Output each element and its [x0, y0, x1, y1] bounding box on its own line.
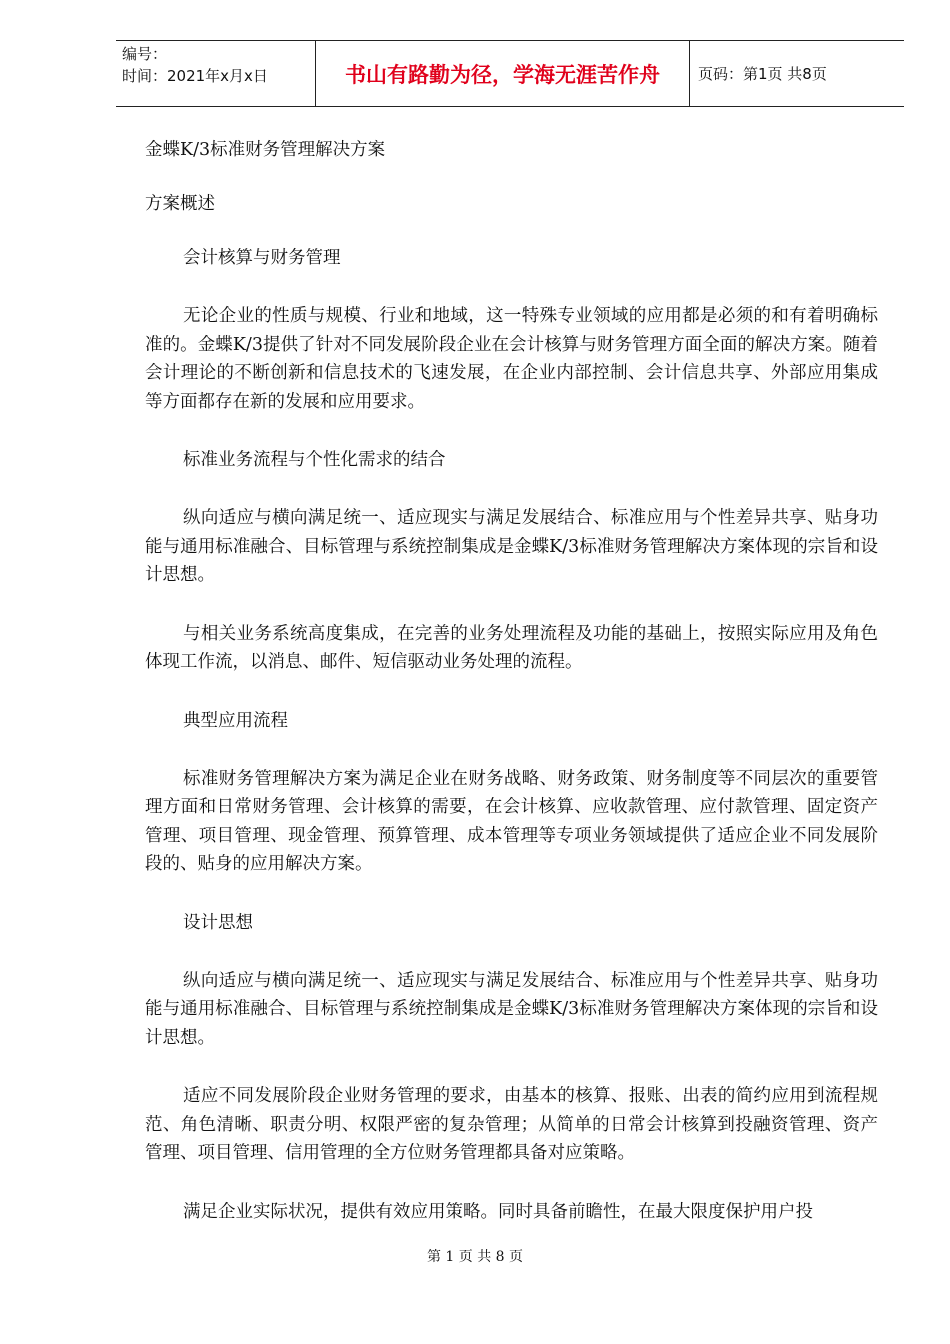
paragraph: 标准财务管理解决方案为满足企业在财务战略、财务政策、财务制度等不同层次的重要管理方面和日常财务管理、会计核算的需要，在会计核算、应收款管理、应付款管理、固定资产管理、项目管理、现金管理、预算管理、成本管理等专项业务领域提供了适应企业不同发展阶段的、贴身的应用解决方案。 [145, 768, 878, 874]
page-header [116, 40, 904, 107]
paragraph: 纵向适应与横向满足统一、适应现实与满足发展结合、标准应用与个性差异共享、贴身功能与通用标准融合、目标管理与系统控制集成是金蝶K/3标准财务管理解决方案体现的宗旨和设计思想。 [145, 508, 878, 585]
subheading: 会计核算与财务管理 [183, 248, 341, 268]
header-motto: 书山有路勤为径，学海无涯苦作舟 [316, 41, 690, 106]
paragraph: 满足企业实际状况，提供有效应用策略。同时具备前瞻性，在最大限度保护用户投 [183, 1201, 813, 1222]
section-title: 方案概述 [145, 194, 215, 214]
page-footer: 第 1 页 共 8 页 [426, 1249, 524, 1265]
paragraph: 无论企业的性质与规模、行业和地域，这一特殊专业领域的应用都是必须的和有着明确标准的。金蝶K/3提供了针对不同发展阶段企业在会计核算与财务管理方面全面的解决方案。随着会计理论的不断创新和信息技术的飞速发展，在企业内部控制、会计信息共享、外部应用集成等方面都存在新的发展和应用要求。 [145, 306, 878, 412]
paragraph: 适应不同发展阶段企业财务管理的要求，由基本的核算、报账、出表的简约应用到流程规范、角色清晰、职责分明、权限严密的复杂管理；从简单的日常会计核算到投融资管理、资产管理、项目管理、信用管理的全方位财务管理都具备对应策略。 [145, 1086, 878, 1163]
document-body [145, 136, 878, 1256]
header-time-label: 时间：2021年x月x日 [122, 67, 268, 85]
paragraph: 与相关业务系统高度集成，在完善的业务处理流程及功能的基础上，按照实际应用及角色体现工作流，以消息、邮件、短信驱动业务处理的流程。 [145, 623, 878, 672]
paragraph: 纵向适应与横向满足统一、适应现实与满足发展结合、标准应用与个性差异共享、贴身功能与通用标准融合、目标管理与系统控制集成是金蝶K/3标准财务管理解决方案体现的宗旨和设计思想。 [145, 970, 878, 1048]
subheading: 设计思想 [183, 912, 253, 933]
header-meta [116, 41, 316, 106]
subheading: 典型应用流程 [183, 710, 288, 731]
header-page-info: 页码：第1页 共8页 [698, 65, 827, 83]
subheading: 标准业务流程与个性化需求的结合 [183, 450, 446, 470]
document-title: 金蝶K/3标准财务管理解决方案 [145, 140, 386, 160]
header-number-label: 编号： [122, 45, 168, 63]
